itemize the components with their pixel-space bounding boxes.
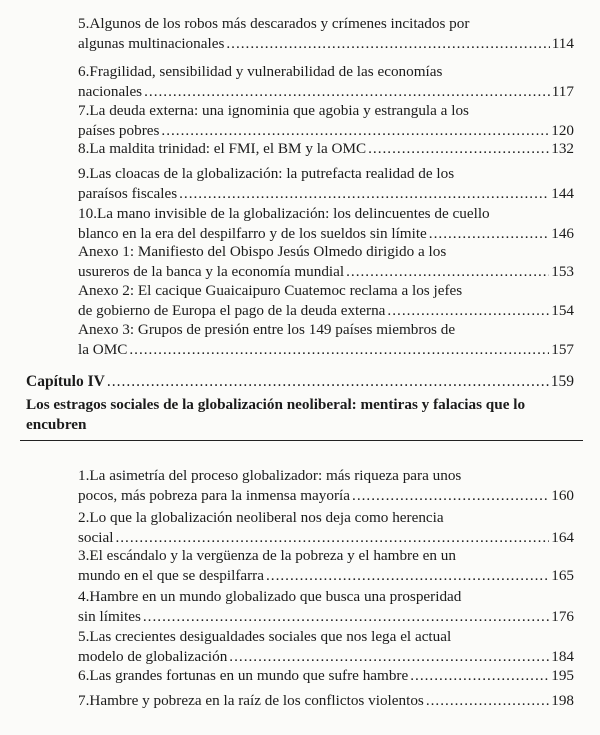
leader-dots: [107, 372, 549, 392]
entry-title: 4.Hambre en un mundo globalizado que busca una prosperidad: [78, 588, 462, 605]
entry-title: 6.Las grandes fortunas en un mundo que sufre hambre: [78, 667, 409, 684]
toc-entry[interactable]: [78, 164, 574, 204]
toc-entry[interactable]: [78, 320, 574, 360]
entry-title: 5.Algunos de los robos más descarados y crímenes incitados por: [78, 15, 470, 32]
entry-title: 5.Las crecientes desigualdades sociales que nos lega el actual: [78, 628, 452, 645]
page-number: 176: [551, 608, 574, 625]
toc-entry[interactable]: [78, 466, 574, 506]
entry-title: 8.La maldita trinidad: el FMI, el BM y la OMC: [78, 140, 367, 157]
page-number: 154: [551, 302, 574, 319]
chapter-subtitle: Los estragos sociales de la globalización neoliberal: mentiras y falacias que lo encubren: [26, 396, 526, 433]
entry-title-cont: algunas multinacionales: [78, 35, 225, 52]
toc-entry[interactable]: [78, 587, 574, 627]
page-number: 132: [551, 140, 574, 157]
entry-title: 1.La asimetría del proceso globalizador: más riqueza para unos: [78, 467, 462, 484]
entry-title-cont: pocos, más pobreza para la inmensa mayoría: [78, 487, 351, 504]
entry-title-cont: usureros de la banca y la economía mundial: [78, 263, 345, 280]
chapter-heading[interactable]: [26, 372, 574, 392]
entry-title-cont: mundo en el que se despilfarra: [78, 567, 264, 584]
toc-entry[interactable]: [78, 281, 574, 321]
page-number: 157: [551, 341, 574, 358]
leader-dots: [368, 139, 549, 159]
entry-title: 2.Lo que la globalización neoliberal nos deja como herencia: [78, 509, 444, 526]
toc-entry[interactable]: [78, 14, 574, 54]
leader-dots: [226, 34, 549, 54]
leader-dots: [161, 121, 549, 141]
entry-title-cont: la OMC: [78, 341, 128, 358]
entry-title-cont: de gobierno de Europa el pago de la deuda externa: [78, 302, 386, 319]
leader-dots: [352, 486, 549, 506]
page-number: 153: [551, 263, 574, 280]
leader-dots: [426, 691, 549, 711]
page-number: 144: [551, 185, 574, 202]
chapter-page-number: 159: [550, 373, 574, 390]
leader-dots: [129, 340, 549, 360]
toc-entry[interactable]: [78, 508, 574, 548]
entry-title-cont: social: [78, 529, 114, 546]
page-number: 164: [551, 529, 574, 546]
entry-title-cont: sin límites: [78, 608, 141, 625]
entry-title-cont: paraísos fiscales: [78, 185, 178, 202]
page-number: 120: [551, 122, 574, 139]
entry-title-cont: modelo de globalización: [78, 648, 228, 665]
chapter-title: Capítulo IV: [26, 373, 105, 390]
entry-title: 9.Las cloacas de la globalización: la putrefacta realidad de los: [78, 165, 455, 182]
entry-title: Anexo 3: Grupos de presión entre los 149 países miembros de: [78, 321, 456, 338]
toc-entry[interactable]: [78, 666, 574, 686]
toc-entry[interactable]: [78, 546, 574, 586]
leader-dots: [410, 666, 549, 686]
leader-dots: [229, 647, 549, 667]
toc-entry[interactable]: [78, 62, 574, 102]
page-number: 114: [551, 35, 574, 52]
toc-entry[interactable]: [78, 242, 574, 282]
leader-dots: [429, 224, 549, 244]
entry-title: 7.La deuda externa: una ignominia que agobia y estrangula a los: [78, 102, 469, 119]
toc-entry[interactable]: [78, 627, 574, 667]
page-number: 195: [551, 667, 574, 684]
entry-title-cont: países pobres: [78, 122, 160, 139]
page-number: 198: [551, 692, 574, 709]
leader-dots: [266, 566, 549, 586]
toc-entry[interactable]: [78, 204, 574, 244]
toc-entry[interactable]: [78, 139, 574, 159]
leader-dots: [179, 184, 549, 204]
entry-title-cont: blanco en la era del despilfarro y de los sueldos sin límite: [78, 225, 427, 242]
entry-title: 3.El escándalo y la vergüenza de la pobreza y el hambre en un: [78, 547, 456, 564]
page-number: 117: [551, 83, 574, 100]
section-divider: [20, 440, 583, 441]
leader-dots: [387, 301, 549, 321]
entry-title: Anexo 2: El cacique Guaicaipuro Cuatemoc reclama a los jefes: [78, 282, 463, 299]
entry-title: 10.La mano invisible de la globalización: los delincuentes de cuello: [78, 205, 490, 222]
leader-dots: [115, 528, 549, 548]
page-number: 146: [551, 225, 574, 242]
entry-title-cont: nacionales: [78, 83, 143, 100]
page-number: 184: [551, 648, 574, 665]
leader-dots: [346, 262, 549, 282]
leader-dots: [143, 607, 549, 627]
page-number: 160: [551, 487, 574, 504]
page-number: 165: [551, 567, 574, 584]
toc-entry[interactable]: [78, 101, 574, 141]
entry-title: Anexo 1: Manifiesto del Obispo Jesús Olmedo dirigido a los: [78, 243, 447, 260]
entry-title: 7.Hambre y pobreza en la raíz de los conflictos violentos: [78, 692, 424, 709]
toc-entry[interactable]: [78, 691, 574, 711]
entry-title: 6.Fragilidad, sensibilidad y vulnerabilidad de las economías: [78, 63, 443, 80]
leader-dots: [144, 82, 550, 102]
